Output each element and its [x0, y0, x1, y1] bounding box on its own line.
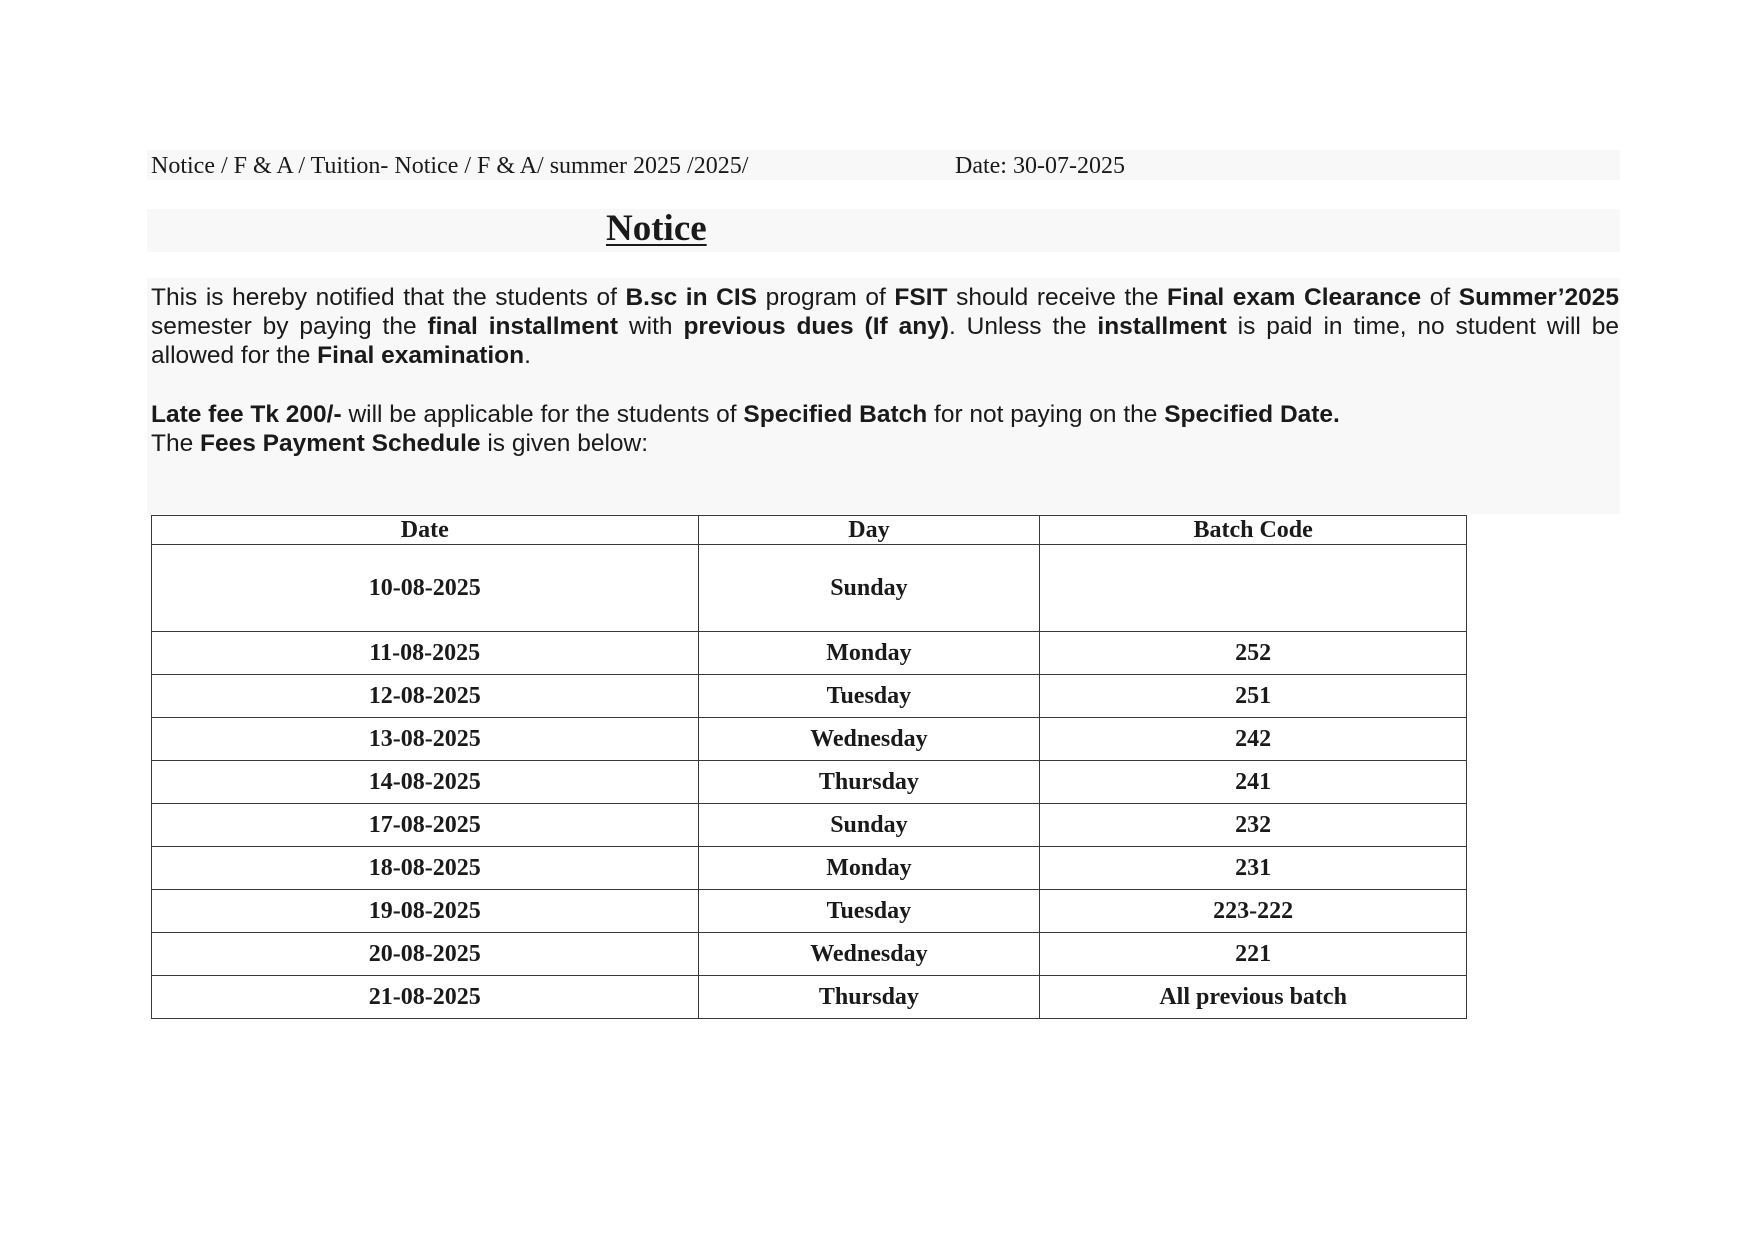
table-row [152, 761, 1467, 804]
cell-batch: 252 [1040, 632, 1467, 675]
column-header-batch-code: Batch Code [1040, 516, 1467, 545]
paragraph-text: for not paying on the [927, 401, 1165, 428]
notice-date: Date: 30-07-2025 [955, 153, 1125, 179]
cell-day: Thursday [698, 976, 1040, 1019]
cell-date: 12-08-2025 [152, 675, 699, 718]
clearance-term: Final exam Clearance [1167, 284, 1422, 311]
table-row [152, 675, 1467, 718]
late-fee-line [151, 400, 1619, 429]
cell-day: Tuesday [698, 675, 1040, 718]
table-row [152, 545, 1467, 632]
cell-date: 18-08-2025 [152, 847, 699, 890]
cell-batch: 241 [1040, 761, 1467, 804]
paragraph-text: . Unless the [948, 313, 1098, 340]
page-title: Notice [606, 208, 707, 249]
paragraph-text: program of [757, 284, 895, 311]
schedule-term: Fees Payment Schedule [200, 430, 481, 457]
paragraph-text: This is hereby notified that the students of [151, 284, 626, 311]
notice-reference: Notice / F & A / Tuition- Notice / F & A/ summer 2025 /2025/ [151, 153, 749, 179]
cell-batch: 221 [1040, 933, 1467, 976]
cell-day: Wednesday [698, 718, 1040, 761]
title-background [147, 209, 1620, 252]
paragraph-text: with [618, 313, 684, 340]
table-row [152, 976, 1467, 1019]
cell-day: Sunday [698, 545, 1040, 632]
cell-date: 10-08-2025 [152, 545, 699, 632]
cell-date: 17-08-2025 [152, 804, 699, 847]
paragraph-text: is given below: [480, 430, 649, 457]
cell-batch: 231 [1040, 847, 1467, 890]
cell-date: 14-08-2025 [152, 761, 699, 804]
faculty-name: FSIT [894, 284, 948, 311]
paragraph-text: will be applicable for the students of [341, 401, 744, 428]
table-row [152, 718, 1467, 761]
column-header-day: Day [698, 516, 1040, 545]
notice-paragraph [151, 283, 1633, 370]
program-name: B.sc in CIS [625, 284, 758, 311]
exam-term: Final examination [317, 342, 525, 369]
cell-day: Thursday [698, 761, 1040, 804]
cell-batch: 242 [1040, 718, 1467, 761]
table-row [152, 933, 1467, 976]
late-fee-amount: Late fee Tk 200/- [151, 401, 342, 428]
paragraph-text: semester by paying the [151, 284, 1633, 340]
cell-day: Wednesday [698, 933, 1040, 976]
batch-term: Specified Batch [743, 401, 928, 428]
table-row [152, 890, 1467, 933]
dues-term: previous dues (If any) [683, 313, 949, 340]
schedule-intro-line [151, 429, 1619, 458]
paragraph-text: should receive the [947, 284, 1168, 311]
semester-name: Summer’2025 [1458, 284, 1620, 311]
table-row [152, 847, 1467, 890]
cell-day: Monday [698, 632, 1040, 675]
cell-date: 21-08-2025 [152, 976, 699, 1019]
cell-batch: All previous batch [1040, 976, 1467, 1019]
installment-term-2: installment [1097, 313, 1227, 340]
paragraph-text: . [524, 342, 531, 369]
cell-day: Sunday [698, 804, 1040, 847]
fees-schedule-table [151, 515, 1467, 1019]
date-term: Specified Date. [1164, 401, 1340, 428]
paragraph-text: of [1421, 284, 1459, 311]
cell-batch: 232 [1040, 804, 1467, 847]
cell-date: 20-08-2025 [152, 933, 699, 976]
column-header-date: Date [152, 516, 699, 545]
cell-day: Monday [698, 847, 1040, 890]
cell-date: 19-08-2025 [152, 890, 699, 933]
table-row [152, 632, 1467, 675]
cell-day: Tuesday [698, 890, 1040, 933]
cell-batch: 251 [1040, 675, 1467, 718]
cell-batch: 223-222 [1040, 890, 1467, 933]
table-row [152, 804, 1467, 847]
cell-date: 13-08-2025 [152, 718, 699, 761]
cell-batch [1040, 545, 1467, 632]
cell-date: 11-08-2025 [152, 632, 699, 675]
late-fee-paragraph [151, 400, 1619, 458]
installment-term: final installment [427, 313, 619, 340]
table-header-row [152, 516, 1467, 545]
paragraph-text: is paid in time, no student will be allowed for the [151, 313, 1619, 369]
paragraph-text: The [151, 430, 201, 457]
